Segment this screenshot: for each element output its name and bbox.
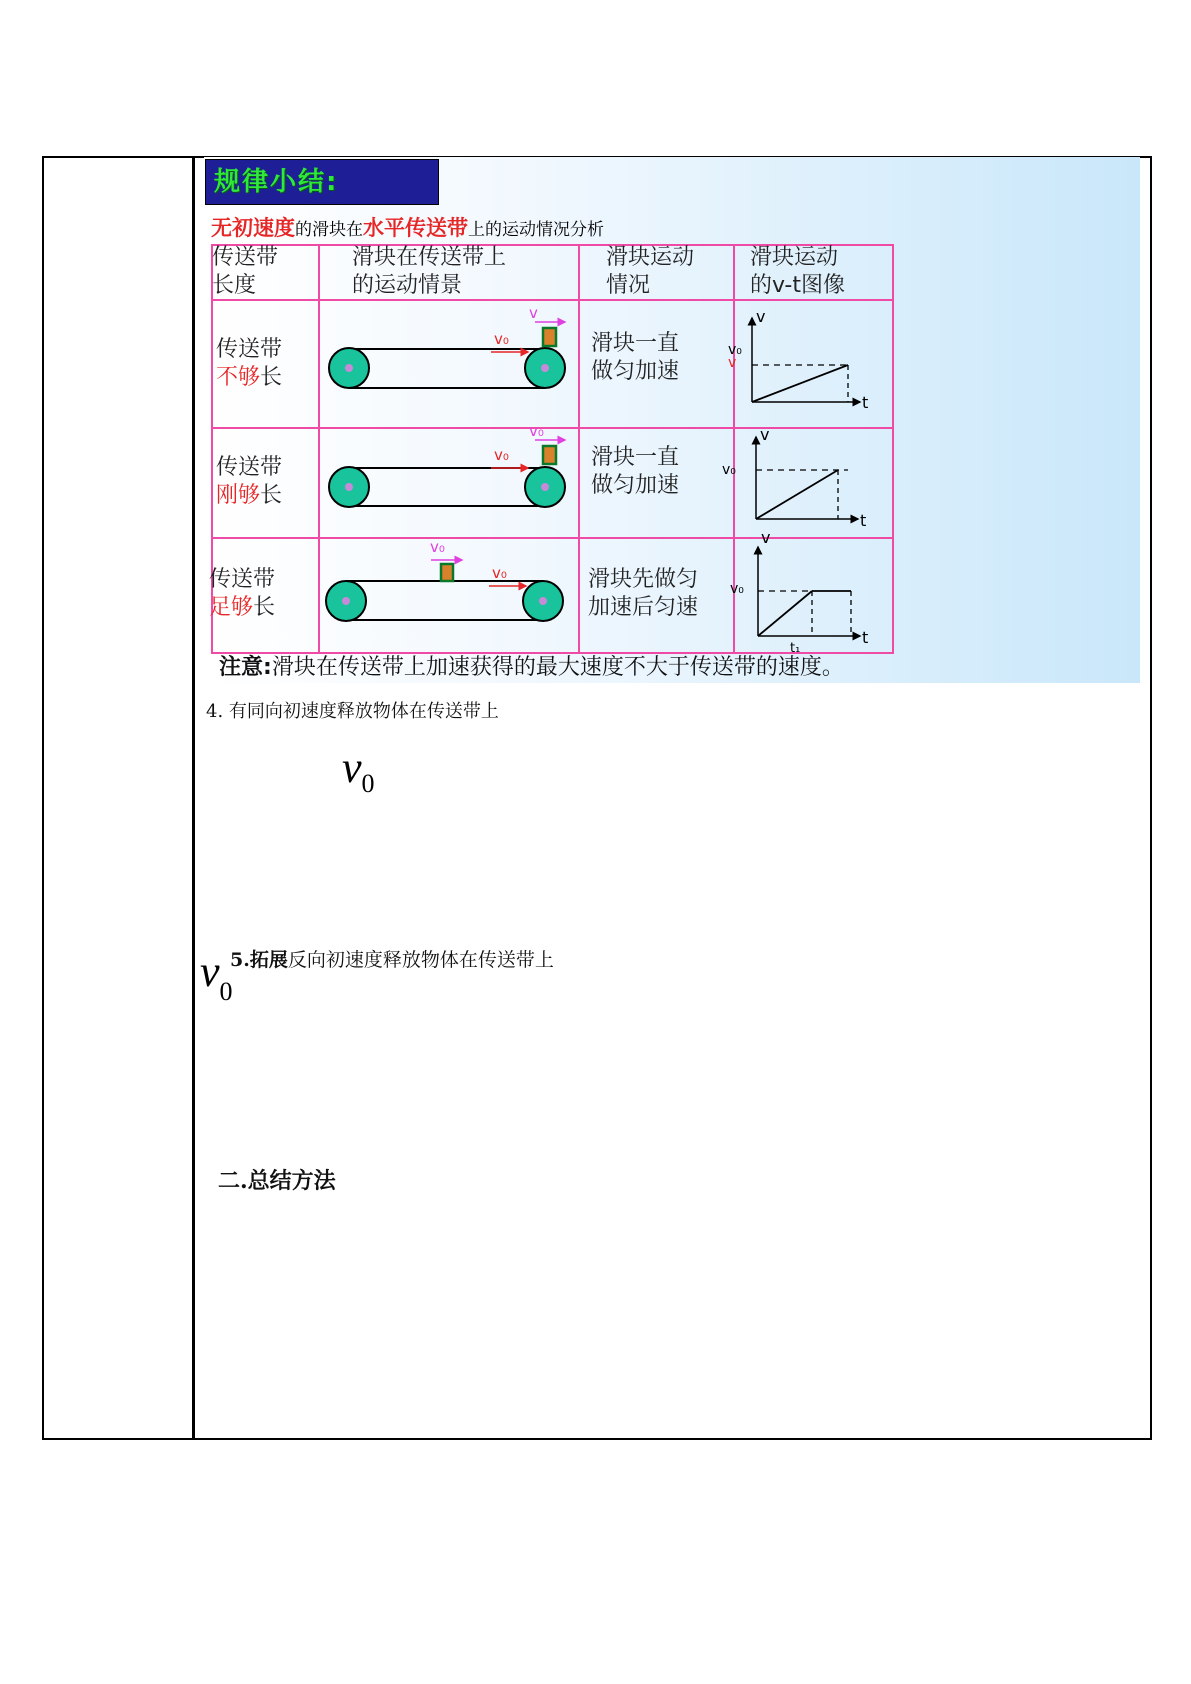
row1-length: 传送带 不够长 [216,337,283,390]
subtitle-part-4: 上的运动情况分析 [468,220,604,240]
slider-block [543,328,556,346]
belt-diagram-row1 [329,304,565,388]
row3-length: 传送带 足够长 [209,567,276,620]
row2-motion: 滑块一直 做匀加速 [591,445,680,498]
note-label: 注意: [219,655,272,680]
svg-text:v: v [728,355,737,371]
subtitle-horizontal-belt: 水平传送带 [363,216,468,240]
label-v0: v₀ [492,564,507,582]
row2-length: 传送带 刚够长 [216,455,283,508]
slider-block [441,564,453,581]
svg-text:v: v [760,425,770,444]
v0-symbol: $v_0$ [200,947,233,1006]
subtitle-part-2: 的滑块在 [295,220,363,240]
summary-method-heading: 二.总结方法 [218,1168,336,1194]
header-scene: 滑块在传送带上 的运动情景 [352,245,507,298]
slide-note [219,650,844,681]
header-motion: 滑块运动 情况 [606,245,695,298]
svg-text:t: t [860,511,867,530]
svg-text:v: v [761,528,771,547]
belt-diagram-row3 [326,538,563,621]
svg-text:t: t [862,393,869,412]
header-vt-graph: 滑块运动 的v-t图像 [750,245,845,298]
vt-graph-row2 [722,425,866,530]
svg-text:t₁: t₁ [790,641,801,656]
svg-text:v₀: v₀ [722,462,736,478]
svg-text:v₀: v₀ [730,581,744,597]
slider-block [543,446,556,464]
vt-graph-row1 [728,307,868,412]
label-v0: v₀ [430,538,445,556]
row3-motion: 滑块先做匀 加速后匀速 [588,567,699,620]
belt-diagram-row2 [329,422,565,507]
item-5-heading: 5.拓展反向初速度释放物体在传送带上 [230,949,554,971]
label-v: v [529,304,538,322]
label-v0: v₀ [529,422,544,440]
slide-title: 规律小结: [205,159,439,205]
svg-text:v: v [756,307,766,326]
label-v0: v₀ [494,330,509,348]
note-text: 滑块在传送带上加速获得的最大速度不大于传送带的速度。 [271,655,844,680]
svg-text:t: t [862,628,869,647]
svg-text:v₀: v₀ [728,342,742,358]
subtitle-no-initial-speed: 无初速度 [211,216,295,240]
v0-symbol: $v_0$ [342,743,375,798]
label-v0: v₀ [494,446,509,464]
header-length: 传送带 长度 [212,245,279,298]
vt-graph-row3 [730,528,868,656]
item-4-heading: 4. 有同向初速度释放物体在传送带上 [206,701,499,722]
row1-motion: 滑块一直 做匀加速 [591,331,680,384]
